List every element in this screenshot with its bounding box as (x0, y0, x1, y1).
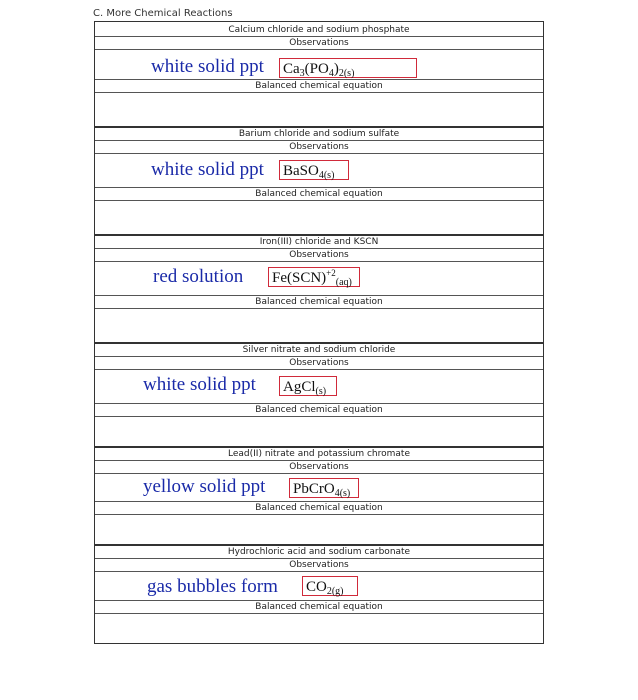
observation-text[interactable]: white solid ppt (143, 374, 256, 395)
reactions-table (94, 21, 544, 644)
equation-label: Balanced chemical equation (255, 405, 383, 415)
formula-box[interactable]: BaSO$_{4(s)}$ (279, 160, 349, 180)
observations-label: Observations (289, 462, 349, 472)
formula-box[interactable]: PbCrO$_{4(s)}$ (289, 478, 359, 498)
formula-box[interactable]: $CO_{2(g)}$ (302, 576, 358, 596)
equation-label: Balanced chemical equation (255, 503, 383, 513)
equation-label: Balanced chemical equation (255, 297, 383, 307)
equation-label: Balanced chemical equation (255, 81, 383, 91)
observations-label: Observations (289, 142, 349, 152)
formula-box[interactable]: Fe(SCN)$^{+2}_{(aq)}$ (268, 267, 360, 287)
equation-label: Balanced chemical equation (255, 189, 383, 199)
worksheet-heading: C. More Chemical Reactions (93, 8, 233, 19)
formula-box[interactable]: AgCl$_{(s)}$ (279, 376, 337, 396)
equation-label: Balanced chemical equation (255, 602, 383, 612)
section-title: Barium chloride and sodium sulfate (238, 129, 400, 139)
section-title: Hydrochloric acid and sodium carbonate (227, 547, 411, 557)
section-title: Silver nitrate and sodium chloride (242, 345, 396, 355)
observations-label: Observations (289, 250, 349, 260)
section-title: Iron(III) chloride and KSCN (259, 237, 379, 247)
observations-label: Observations (289, 560, 349, 570)
observation-text[interactable]: gas bubbles form (147, 576, 278, 597)
section-title: Lead(II) nitrate and potassium chromate (228, 449, 410, 459)
observation-text[interactable]: white solid ppt (151, 159, 264, 180)
observation-text[interactable]: white solid ppt (151, 56, 264, 77)
observations-label: Observations (289, 358, 349, 368)
observation-text[interactable]: red solution (153, 266, 244, 287)
section-title: Calcium chloride and sodium phosphate (228, 25, 410, 35)
observations-label: Observations (289, 38, 349, 48)
formula-box[interactable]: $Ca_3(PO_4)_{2(s)}$ (279, 58, 417, 78)
observation-text[interactable]: yellow solid ppt (143, 476, 266, 497)
